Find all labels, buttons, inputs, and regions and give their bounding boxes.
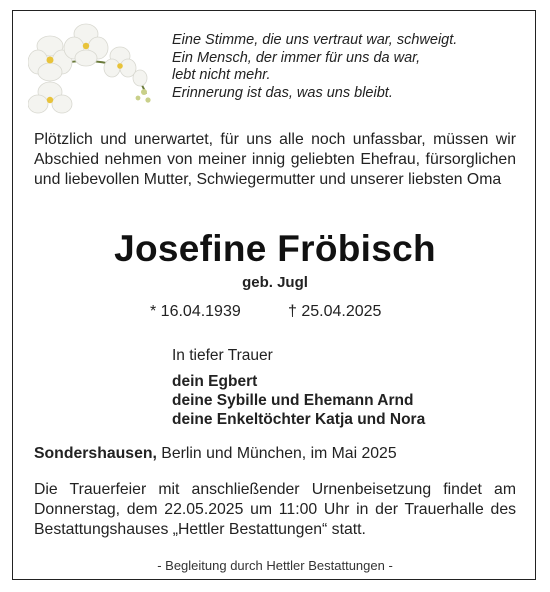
mourning-lead: In tiefer Trauer xyxy=(172,347,273,364)
mourner-line: deine Enkeltöchter Katja und Nora xyxy=(172,411,426,428)
poem-line: Eine Stimme, die uns vertraut war, schweigt. xyxy=(172,32,458,48)
mourner-line: dein Egbert xyxy=(172,373,258,390)
death-date: † 25.04.2025 xyxy=(288,303,382,320)
poem-line: lebt nicht mehr. xyxy=(172,67,271,83)
white-orchid-icon xyxy=(28,16,158,116)
intro-text: Plötzlich und unerwartet, für uns alle noch unfassbar, müssen wir Abschied nehmen von meiner innig geliebten Ehefrau, fürsorglichen und liebevollen Mutter, Schwiegermutter und unserer liebsten Oma xyxy=(34,131,516,188)
poem-line: Ein Mensch, der immer für uns da war, xyxy=(172,49,421,66)
mourner-line: deine Sybille und Ehemann Arnd xyxy=(172,392,414,409)
deceased-name: Josefine Fröbisch xyxy=(114,228,436,269)
birth-date: * 16.04.1939 xyxy=(150,303,241,320)
poem-line: Erinnerung ist das, was uns bleibt. xyxy=(172,84,393,101)
undertaker-credit: - Begleitung durch Hettler Bestattungen - xyxy=(157,558,393,573)
place-main: Sondershausen, xyxy=(34,445,157,462)
place-rest: Berlin und München, im Mai 2025 xyxy=(161,445,397,462)
place-date-line xyxy=(34,444,524,464)
poem xyxy=(172,32,512,102)
maiden-name: geb. Jugl xyxy=(242,274,308,291)
mourners-block xyxy=(172,346,512,429)
funeral-info: Die Trauerfeier mit anschließender Urnenbeisetzung findet am Donnerstag, dem 22.05.2025 um 11:00 Uhr in der Trauerhalle des Bestattungshauses „Hettler Bestattungen“ statt. xyxy=(34,481,516,538)
